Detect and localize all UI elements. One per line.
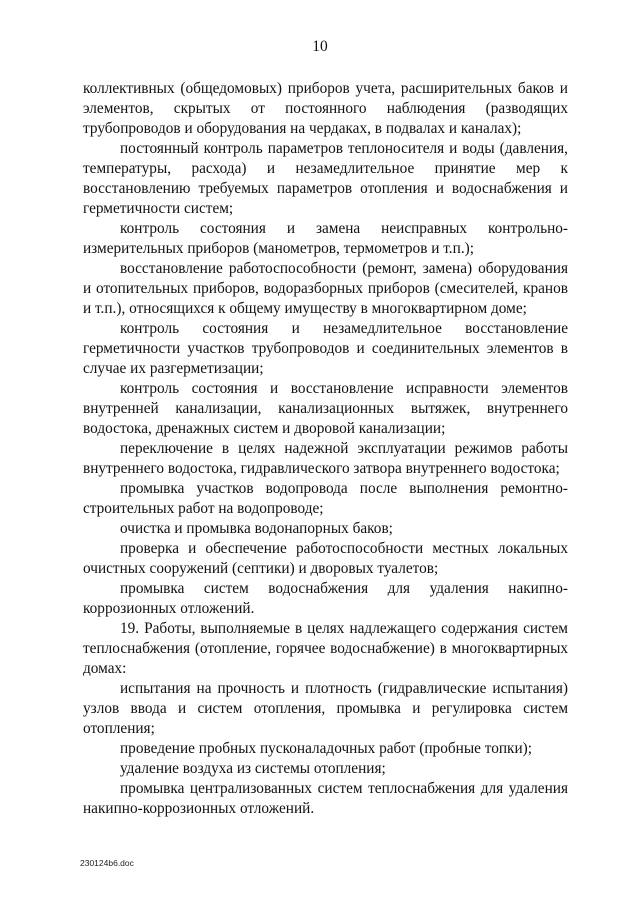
paragraph: контроль состояния и восстановление исправности элементов внутренней канализации, канализационных вытяжек, внутреннего водостока, дренажных систем и дворовой канализации; bbox=[83, 380, 568, 437]
paragraph: промывка участков водопровода после выполнения ремонтно-строительных работ на водопроводе; bbox=[83, 480, 568, 517]
paragraph: промывка централизованных систем теплоснабжения для удаления накипно-коррозионных отложений. bbox=[83, 780, 568, 817]
paragraph: контроль состояния и незамедлительное восстановление герметичности участков трубопроводов и соединительных элементов в случае их разгерметизации; bbox=[83, 320, 568, 377]
document-body bbox=[83, 79, 568, 819]
paragraph: испытания на прочность и плотность (гидравлические испытания) узлов ввода и систем отопления, промывка и регулировка систем отопления; bbox=[83, 680, 568, 737]
paragraph: удаление воздуха из системы отопления; bbox=[120, 760, 386, 777]
footer-filename: 230124b6.doc bbox=[80, 858, 134, 868]
paragraph: проведение пробных пусконаладочных работ (пробные топки); bbox=[120, 740, 532, 757]
page-number: 10 bbox=[312, 38, 328, 55]
paragraph: восстановление работоспособности (ремонт, замена) оборудования и отопительных приборов, водоразборных приборов (смесителей, кранов и т.п.), относящихся к общему имуществу в многоквартирном доме; bbox=[83, 260, 568, 317]
paragraph: промывка систем водоснабжения для удаления накипно-коррозионных отложений. bbox=[83, 580, 568, 617]
paragraph: контроль состояния и замена неисправных контрольно-измерительных приборов (манометров, термометров и т.п.); bbox=[83, 220, 568, 257]
paragraph: очистка и промывка водонапорных баков; bbox=[120, 520, 393, 537]
paragraph: постоянный контроль параметров теплоносителя и воды (давления, температуры, расхода) и незамедлительное принятие мер к восстановлению требуемых параметров отопления и водоснабжения и герметичности систем; bbox=[83, 140, 568, 217]
paragraph: переключение в целях надежной эксплуатации режимов работы внутреннего водостока, гидравлического затвора внутреннего водостока; bbox=[83, 440, 568, 477]
paragraph: проверка и обеспечение работоспособности местных локальных очистных сооружений (септики) и дворовых туалетов; bbox=[83, 540, 568, 577]
paragraph: коллективных (общедомовых) приборов учета, расширительных баков и элементов, скрытых от постоянного наблюдения (разводящих трубопроводов и оборудования на чердаках, в подвалах и каналах); bbox=[83, 80, 568, 137]
section-heading-paragraph: 19. Работы, выполняемые в целях надлежащего содержания систем теплоснабжения (отопление, горячее водоснабжение) в многоквартирных домах: bbox=[83, 620, 568, 677]
